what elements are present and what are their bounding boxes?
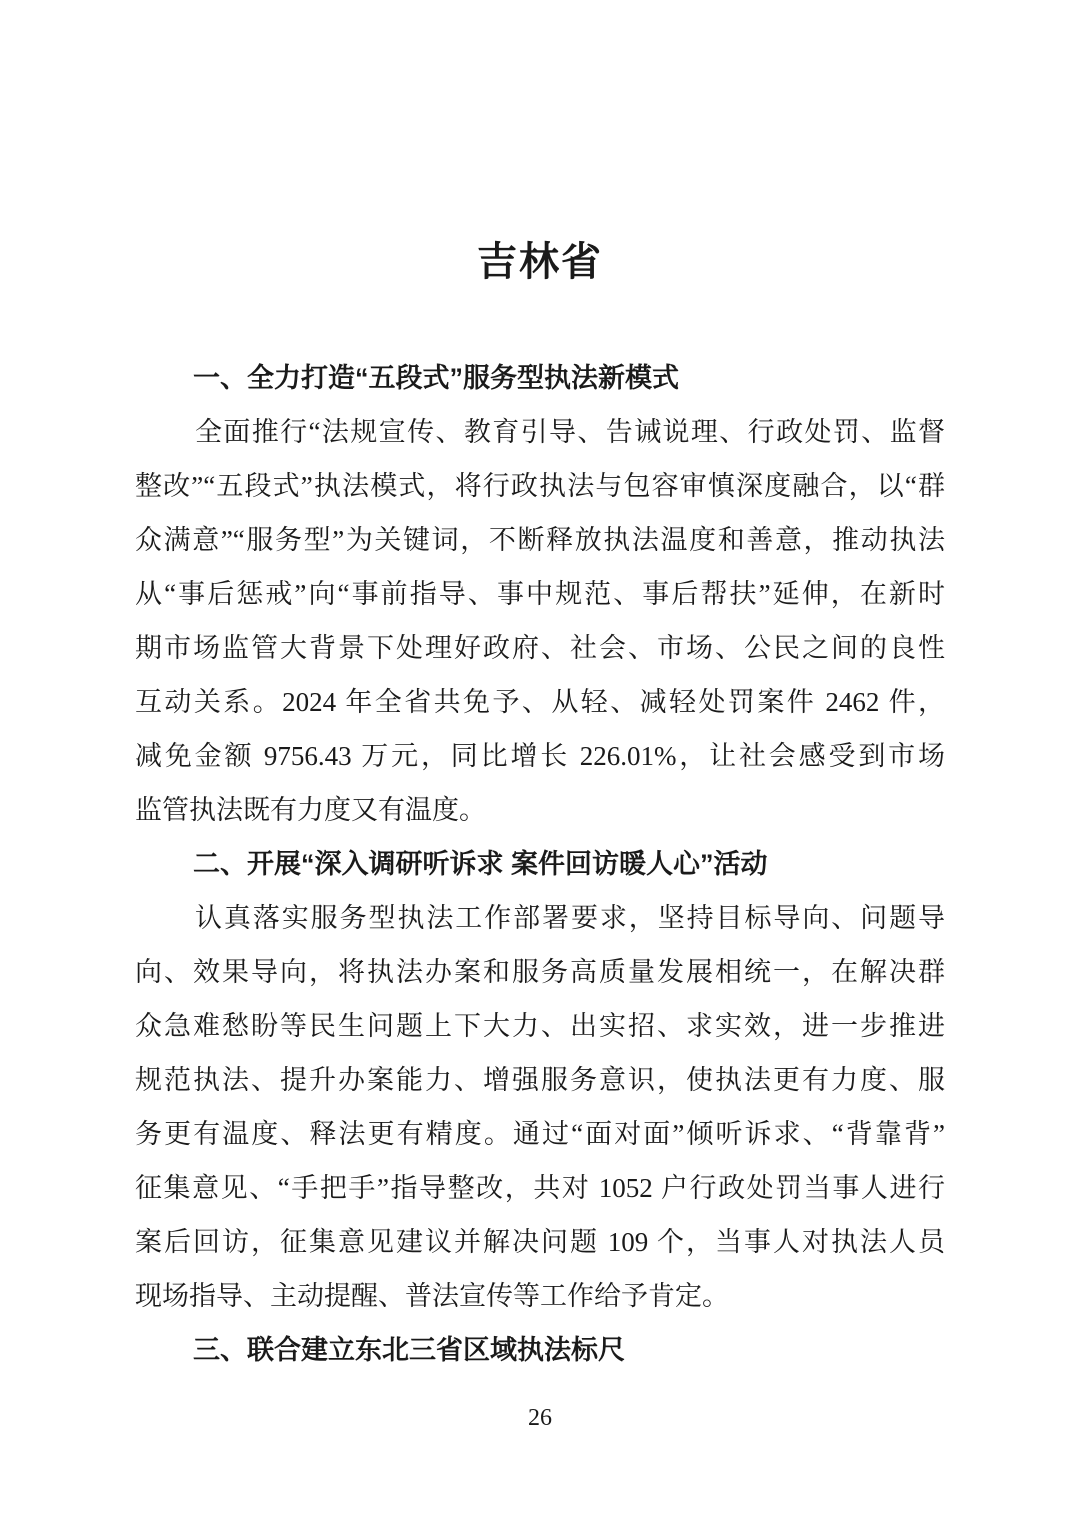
paragraph-line: 务更有温度、释法更有精度。通过“面对面”倾听诉求、“背靠背” xyxy=(135,1119,945,1149)
section-heading: 一、全力打造“五段式”服务型执法新模式 xyxy=(193,363,679,393)
paragraph-line: 互动关系。2024 年全省共免予、从轻、减轻处罚案件 2462 件， xyxy=(135,687,945,717)
paragraph-line: 现场指导、主动提醒、普法宣传等工作给予肯定。 xyxy=(135,1281,729,1311)
paragraph-line: 众满意”“服务型”为关键词，不断释放执法温度和善意，推动执法 xyxy=(135,525,945,555)
page-number: 26 xyxy=(528,1405,552,1431)
paragraph-line: 众急难愁盼等民生问题上下大力、出实招、求实效，进一步推进 xyxy=(135,1011,945,1041)
page-title: 吉林省 xyxy=(477,240,603,284)
paragraph-line: 从“事后惩戒”向“事前指导、事中规范、事后帮扶”延伸，在新时 xyxy=(135,579,945,609)
paragraph-line: 减免金额 9756.43 万元，同比增长 226.01%，让社会感受到市场 xyxy=(135,741,945,771)
paragraph-line: 整改”“五段式”执法模式，将行政执法与包容审慎深度融合，以“群 xyxy=(135,471,945,501)
section-heading: 二、开展“深入调研听诉求 案件回访暖人心”活动 xyxy=(193,849,768,879)
paragraph-line: 监管执法既有力度又有温度。 xyxy=(135,795,486,825)
paragraph-line: 案后回访，征集意见建议并解决问题 109 个，当事人对执法人员 xyxy=(135,1227,945,1257)
paragraph-line: 认真落实服务型执法工作部署要求，坚持目标导向、问题导 xyxy=(195,903,945,933)
paragraph-line: 期市场监管大背景下处理好政府、社会、市场、公民之间的良性 xyxy=(135,633,945,663)
document-body xyxy=(135,351,945,1377)
paragraph-line: 全面推行“法规宣传、教育引导、告诫说理、行政处罚、监督 xyxy=(195,417,945,447)
section-heading: 三、联合建立东北三省区域执法标尺 xyxy=(193,1335,625,1365)
paragraph-line: 规范执法、提升办案能力、增强服务意识，使执法更有力度、服 xyxy=(135,1065,945,1095)
paragraph-line: 征集意见、“手把手”指导整改，共对 1052 户行政处罚当事人进行 xyxy=(135,1173,945,1203)
paragraph-line: 向、效果导向，将执法办案和服务高质量发展相统一，在解决群 xyxy=(135,957,945,987)
